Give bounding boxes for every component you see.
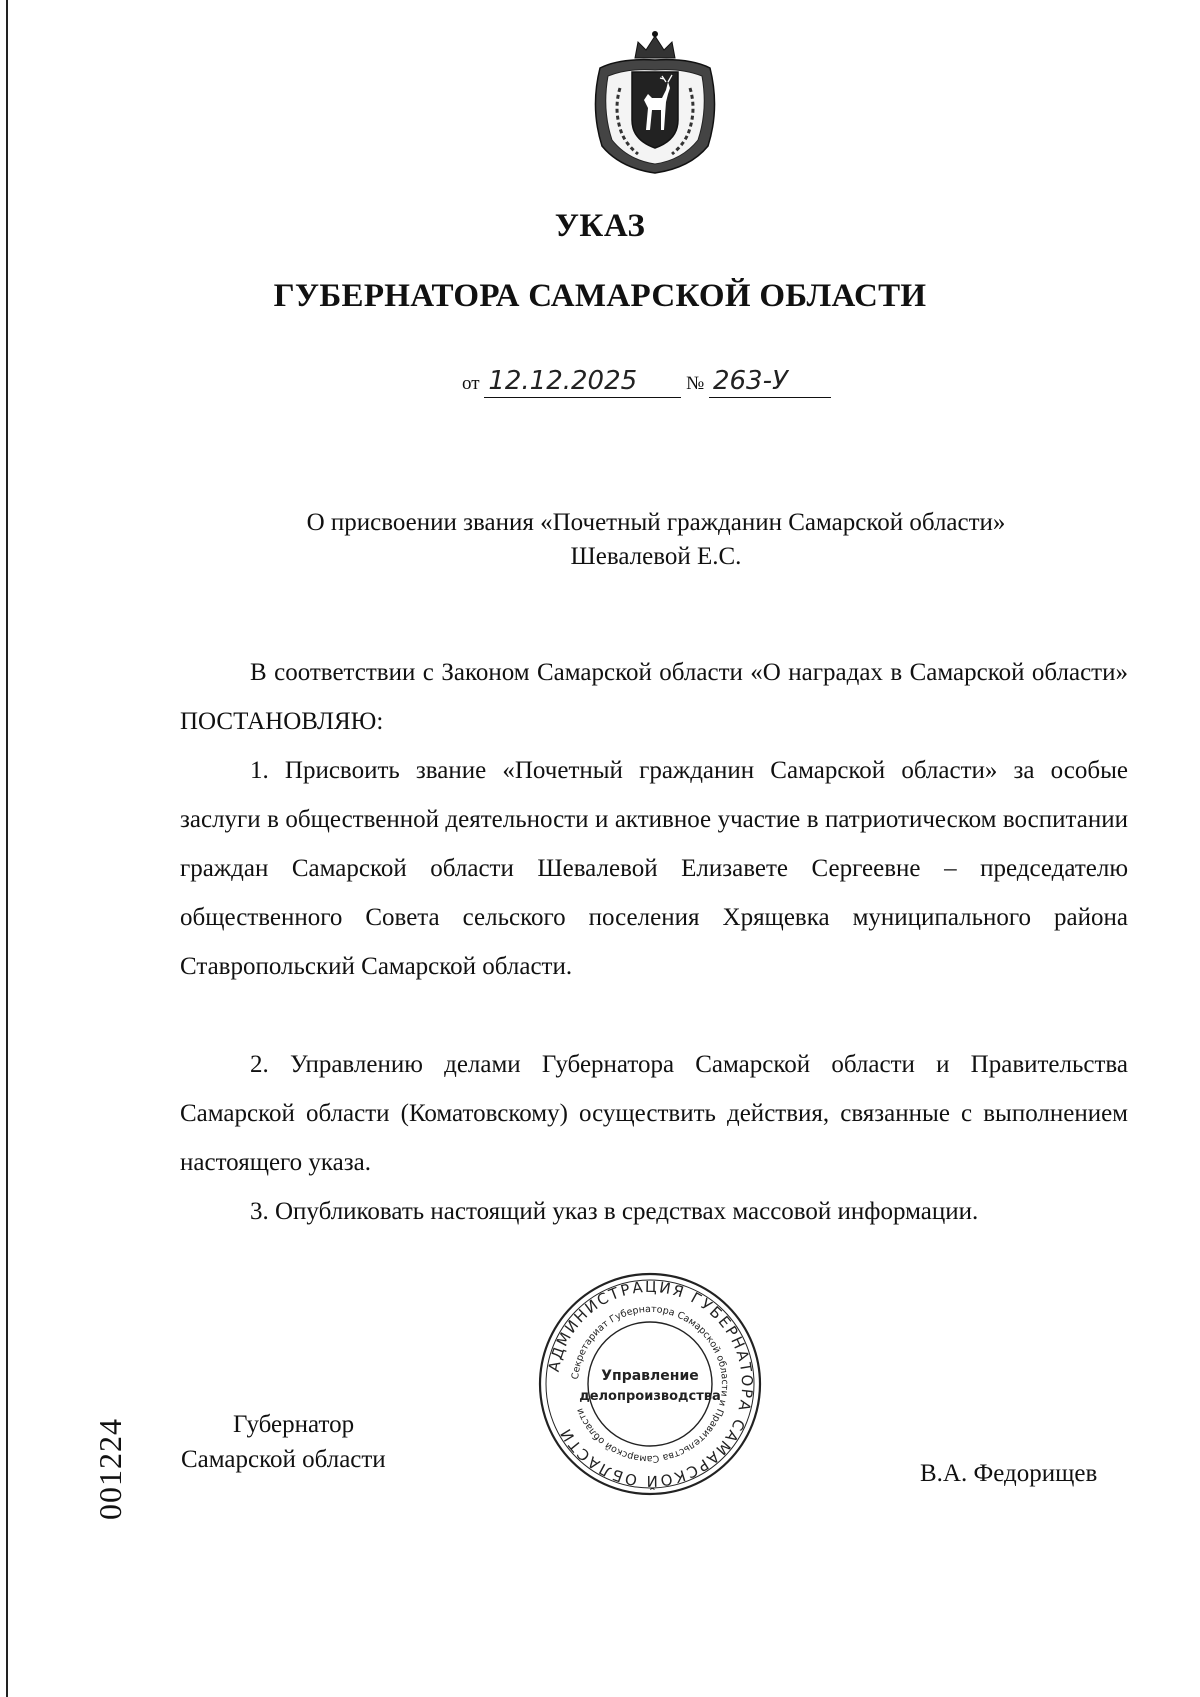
seal-center-line-1: Управление bbox=[601, 1368, 699, 1384]
subject-heading bbox=[56, 506, 1200, 574]
item-3-text: 3. Опубликовать настоящий указ в средствах массовой информации. bbox=[250, 1198, 979, 1225]
number-prefix: № bbox=[686, 373, 705, 394]
samara-coat-of-arms-icon bbox=[590, 28, 720, 178]
signatory-position-line-2: Самарской области bbox=[181, 1446, 386, 1473]
item-1-text: 1. Присвоить звание «Почетный гражданин Самарской области» за особые заслуги в общественной деятельности и активное участие в патриотическом воспитании граждан Самарской области Шевалевой Елизавете Сергеевне – председателю общественного Совета сельского поселения Хрящевка муниципального района Ставропольский Самарской области. bbox=[180, 757, 1128, 980]
seal-outer-ring-text: АДМИНИСТРАЦИЯ ГУБЕРНАТОРА САМАРСКОЙ ОБЛАСТИ bbox=[544, 1277, 757, 1491]
official-seal bbox=[536, 1270, 764, 1498]
signatory-name: В.А. Федорищев bbox=[920, 1460, 1098, 1487]
date-prefix: от bbox=[462, 373, 480, 394]
item-1 bbox=[180, 746, 1128, 991]
subject-line-1: О присвоении звания «Почетный гражданин Самарской области» bbox=[306, 509, 1006, 536]
registration-number: 001224 bbox=[92, 1418, 128, 1520]
signatory-position-line-1: Губернатор bbox=[233, 1411, 355, 1438]
subject-line-2: Шевалевой Е.С. bbox=[570, 543, 742, 570]
item-3 bbox=[180, 1187, 1128, 1236]
seal-inner-ring-text: Секретариат Губернатора Самарской области и Правительства Самарской области bbox=[570, 1303, 731, 1465]
preamble-text: В соответствии с Законом Самарской области «О наградах в Самарской области» ПОСТАНОВЛЯЮ: bbox=[180, 659, 1128, 735]
date-number-line bbox=[462, 366, 831, 398]
page-edge bbox=[6, 0, 8, 1697]
number-value: 263-У bbox=[709, 366, 831, 398]
seal-center-line-2: делопроизводства bbox=[579, 1389, 721, 1404]
document-title: УКАЗ bbox=[554, 208, 646, 244]
date-value: 12.12.2025 bbox=[484, 366, 681, 398]
item-2 bbox=[180, 1040, 1128, 1187]
preamble bbox=[180, 648, 1128, 746]
document-subtitle: ГУБЕРНАТОРА САМАРСКОЙ ОБЛАСТИ bbox=[273, 278, 927, 314]
signatory-position bbox=[181, 1407, 386, 1477]
item-2-text: 2. Управлению делами Губернатора Самарской области и Правительства Самарской области (Коматовскому) осуществить действия, связанные с выполнением настоящего указа. bbox=[180, 1051, 1128, 1176]
